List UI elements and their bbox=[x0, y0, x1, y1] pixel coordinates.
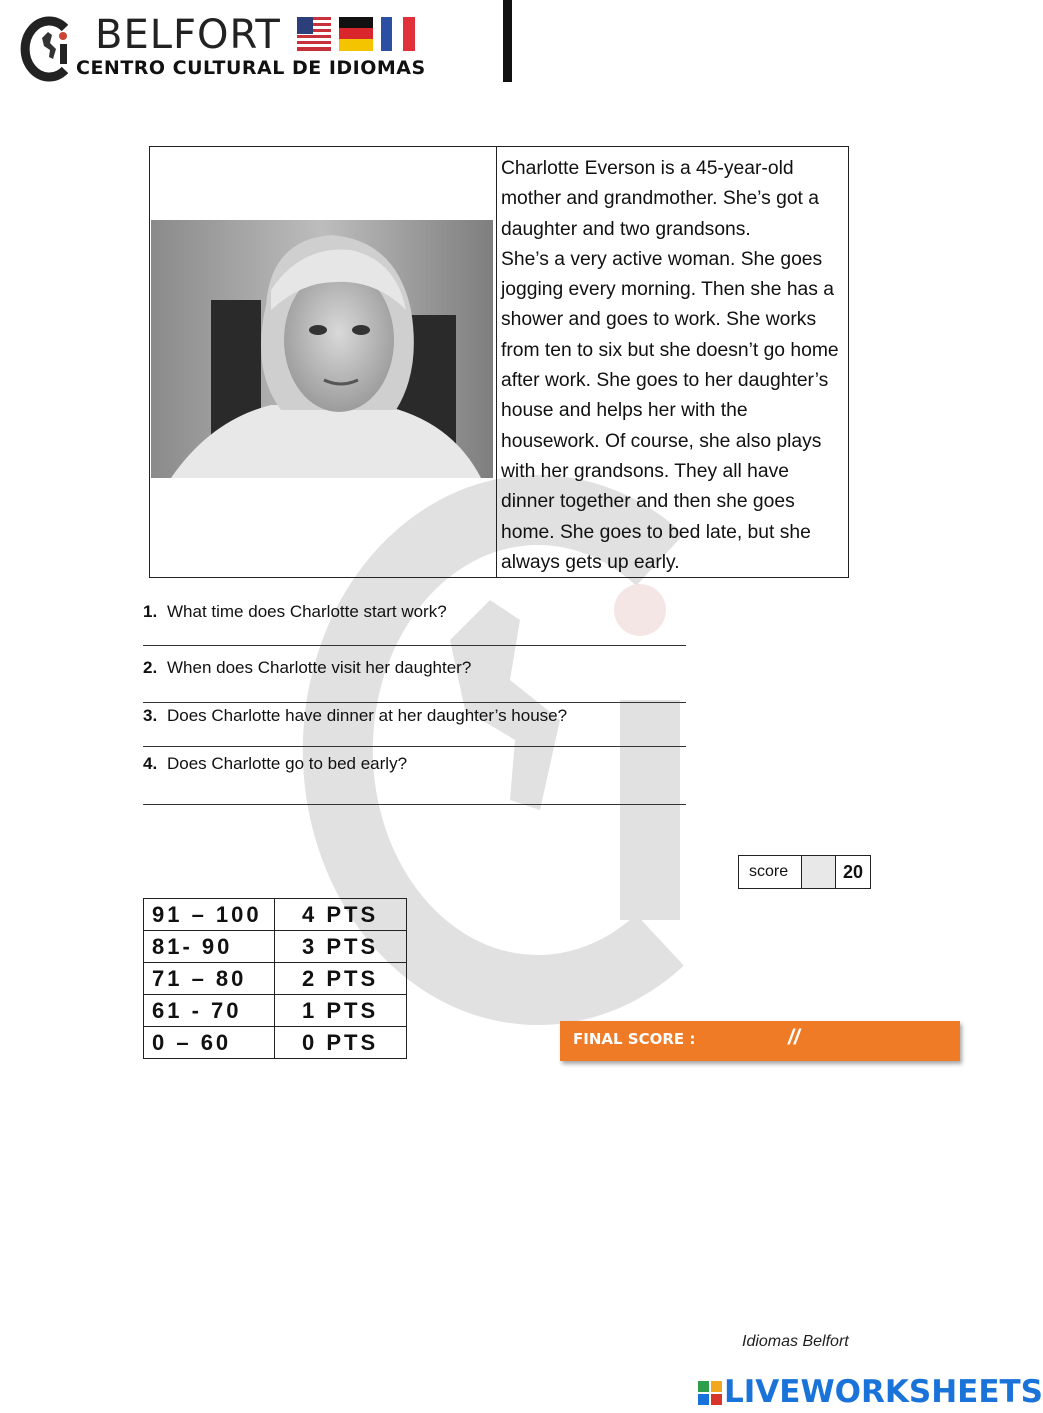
table-row bbox=[144, 963, 407, 995]
reading-divider bbox=[496, 146, 497, 578]
question-4 bbox=[143, 754, 407, 774]
grading-table bbox=[143, 898, 407, 1059]
footer-credit: Idiomas Belfort bbox=[742, 1333, 849, 1350]
liveworksheets-logo-icon bbox=[698, 1381, 722, 1405]
question-text: Does Charlotte go to bed early? bbox=[167, 754, 408, 773]
question-text: When does Charlotte visit her daughter? bbox=[167, 658, 472, 677]
question-number: 2. bbox=[143, 658, 158, 677]
question-3 bbox=[143, 706, 567, 726]
final-score-label: FINAL SCORE : bbox=[573, 1030, 696, 1048]
table-row bbox=[144, 995, 407, 1027]
grade-points: 2 PTS bbox=[275, 963, 407, 995]
question-number: 1. bbox=[143, 602, 158, 621]
passage-paragraph-1: Charlotte Everson is a 45-year-old mother and grandmother. She’s got a daughter and two grandsons. bbox=[501, 158, 819, 240]
score-total: 20 bbox=[842, 861, 864, 882]
grade-range: 61 - 70 bbox=[144, 995, 275, 1027]
question-2 bbox=[143, 658, 471, 678]
header-divider bbox=[503, 0, 512, 82]
reading-passage bbox=[501, 154, 844, 578]
table-row bbox=[144, 1027, 407, 1059]
answer-field-2[interactable] bbox=[143, 702, 686, 703]
answer-field-3[interactable] bbox=[143, 746, 686, 747]
grade-points: 4 PTS bbox=[275, 899, 407, 931]
final-score-separator: // bbox=[788, 1026, 800, 1049]
germany-flag-icon bbox=[339, 17, 373, 51]
score-box bbox=[738, 855, 871, 889]
answer-field-1[interactable] bbox=[143, 645, 686, 646]
grade-points: 1 PTS bbox=[275, 995, 407, 1027]
brand-name: BELFORT bbox=[95, 12, 281, 58]
table-row bbox=[144, 931, 407, 963]
answer-field-4[interactable] bbox=[143, 804, 686, 805]
grade-range: 71 – 80 bbox=[144, 963, 275, 995]
question-text: Does Charlotte have dinner at her daughter’s house? bbox=[167, 706, 568, 725]
question-1 bbox=[143, 602, 447, 622]
liveworksheets-brand[interactable]: LIVEWORKSHEETS bbox=[724, 1374, 1043, 1410]
score-input[interactable] bbox=[802, 856, 836, 888]
us-flag-icon bbox=[297, 17, 331, 51]
score-label: score bbox=[739, 856, 802, 888]
france-flag-icon bbox=[381, 17, 415, 51]
question-number: 3. bbox=[143, 706, 158, 725]
question-text: What time does Charlotte start work? bbox=[167, 602, 447, 621]
grade-range: 0 – 60 bbox=[144, 1027, 275, 1059]
belfort-logo-icon bbox=[18, 14, 76, 84]
grade-range: 81- 90 bbox=[144, 931, 275, 963]
question-number: 4. bbox=[143, 754, 158, 773]
grade-range: 91 – 100 bbox=[144, 899, 275, 931]
grade-points: 0 PTS bbox=[275, 1027, 407, 1059]
brand-subtitle: CENTRO CULTURAL DE IDIOMAS bbox=[76, 57, 426, 79]
grade-points: 3 PTS bbox=[275, 931, 407, 963]
passage-paragraph-2: She’s a very active woman. She goes jogging every morning. Then she has a shower and goes to work. She works from ten to six but she doesn’t go home after work. She goes to her daughter’s house and helps her with the housework. Of course, she also plays with her grandsons. They all have dinner together and then she goes home. She goes to bed late, but she always gets up early. bbox=[501, 248, 839, 573]
woman-portrait-photo bbox=[151, 220, 493, 478]
table-row bbox=[144, 899, 407, 931]
